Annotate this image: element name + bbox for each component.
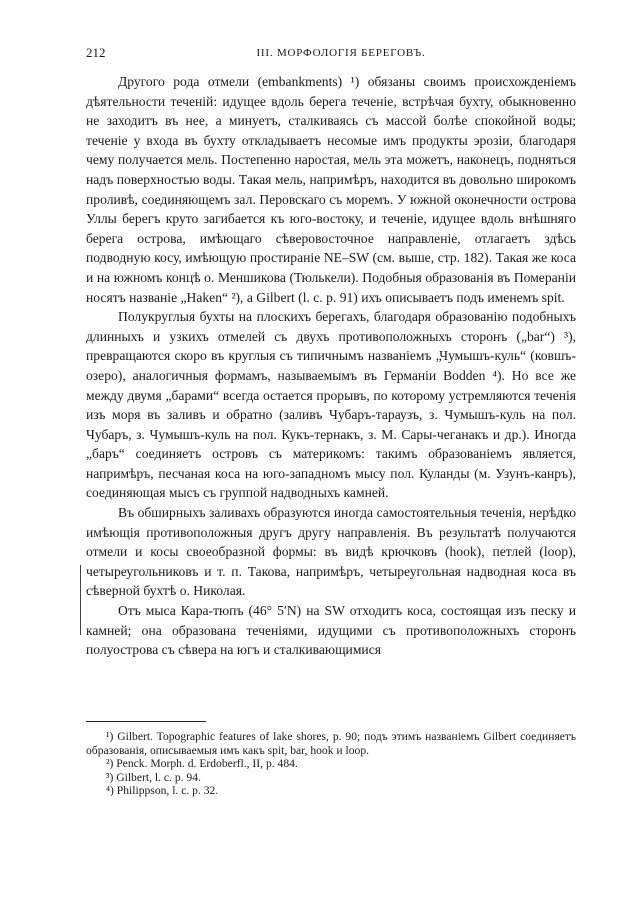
- paragraph: Въ обширныхъ заливахъ образуются иногда самостоятельныя теченія, нерѣдко имѣющія противоположныя другъ другу направленія. Въ результатѣ получаются отмели и косы своеобразной формы: въ видѣ крючковъ (hook), петлей (loop), четыреугольниковъ и т. п. Такова, напримѣръ, четыреугольная надводная коса въ сѣверной бухтѣ о. Николая.: [86, 505, 576, 599]
- paragraph: Полукруглыя бухты на плоскихъ берегахъ, благодаря образованію подобныхъ длинныхъ и узкихъ отмелей съ двухъ противоположныхъ сторонъ („bar“) ³), превращаются скоро въ круглыя съ типичнымъ названіемъ „Чумышъ-куль“ (ковшъ-озеро), аналогичныя формамъ, называемымъ въ Германіи Bodden ⁴). Но все же между двумя „барами“ всегда остается прорывъ, по которому устремляются теченія изъ моря въ заливъ и обратно (заливъ Чубаръ-тараузъ, з. Чумышъ-куль на пол. Чубаръ, з. Чумышъ-куль на пол. Кукъ-тернакъ, з. М. Сары-чеганакъ и др.). Иногда „баръ“ соединяетъ островъ съ материкомъ: такимъ образованіемъ является, напримѣръ, песчаная коса на юго-западномъ мысу пол. Куланды (м. Узунъ-канръ), соединяющая мысъ съ группой надводныхъ камней.: [86, 309, 576, 501]
- paragraph: Другого рода отмели (embankments) ¹) обязаны своимъ происхожденіемъ дѣятельности теченій: идущее вдоль берега теченіе, встрѣчая бухту, обыкновенно не заходитъ въ нее, а минуетъ, сталкиваясь съ массой болѣе спокойной воды; теченіе у входа въ бухту откладываетъ несомые имъ продукты эрозіи, благодаря чему получается мель. Постепенно наростая, мель эта можетъ, наконецъ, подняться надъ поверхностью воды. Такая мель, напримѣръ, находится въ довольно широкомъ проливѣ, соединяющемъ зал. Перовскаго съ моремъ. У южной оконечности острова Уллы берегъ круто загибается къ юго-востоку, и теченіе, идущее вдоль внѣшняго берега острова, имѣющаго сѣверовосточное направленіе, отлагаетъ здѣсь подводную косу, имѣющую простираніе NE–SW (см. выше, стр. 182). Такая же коса и на южномъ концѣ о. Меншикова (Тюлькели). Подобныя образованія въ Помераніи носятъ названіе „Haken“ ²), а Gilbert (l. c. p. 91) ихъ описываетъ подъ именемъ spit.: [86, 74, 576, 305]
- running-head: III. МОРФОЛОГІЯ БЕРЕГОВЪ.: [256, 47, 426, 59]
- page-header: [86, 44, 576, 62]
- footnote: ³) Gilbert, l. c. p. 94.: [106, 770, 201, 784]
- paragraph: Отъ мыса Кара-тюпъ (46° 5′N) на SW отходитъ коса, состоящая изъ песку и камней; она образована теченіями, идущими съ противоположныхъ сторонъ полуострова съ сѣвера на югъ и сталкивающимися: [86, 603, 576, 658]
- margin-mark: [80, 565, 81, 635]
- footnote: ²) Penck. Morph. d. Erdoberfl., II, p. 484.: [106, 757, 298, 771]
- footnotes: [86, 730, 576, 798]
- page-number: 212: [86, 45, 106, 60]
- footnote-divider: [86, 721, 206, 722]
- footnote: ¹) Gilbert. Topographic features of lake shores, p. 90; подъ этимъ названіемъ Gilbert соединяетъ образованія, описываемыя имъ какъ spit, bar, hook и loop.: [86, 730, 576, 757]
- footnote: ⁴) Philippson, l. c. p. 32.: [106, 784, 219, 798]
- body-text: [86, 72, 576, 660]
